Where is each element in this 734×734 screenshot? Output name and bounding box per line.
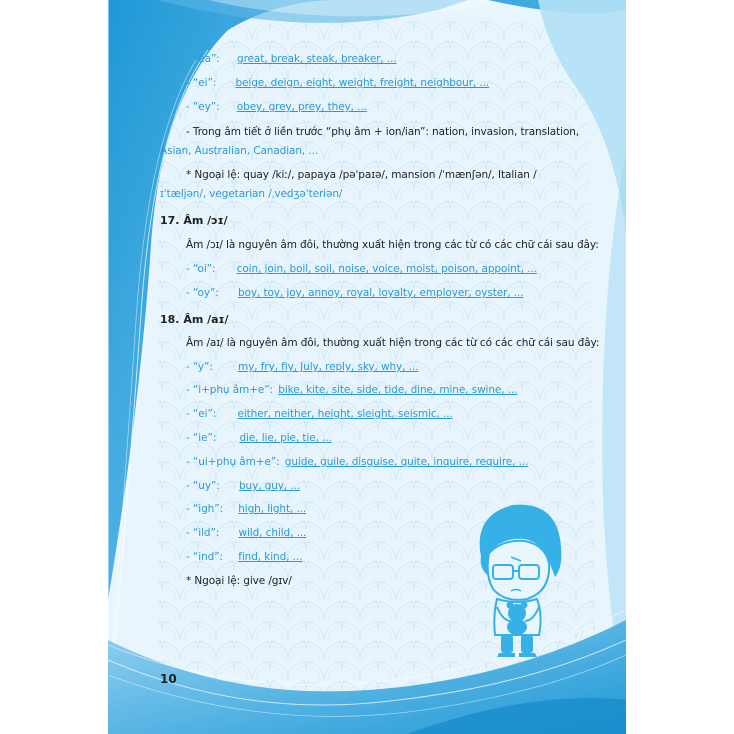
- row-key: - “oy”:: [186, 287, 219, 299]
- row-words: either, neither, height, sleight, seismic, ...: [237, 408, 453, 420]
- row-key: - “ie”:: [186, 432, 217, 444]
- page-number: 10: [160, 672, 177, 686]
- row-words: great, break, steak, breaker, ...: [237, 53, 397, 65]
- ild-row: [186, 527, 306, 539]
- page-content: [108, 0, 626, 734]
- book-page: [108, 0, 626, 734]
- ei-row: [186, 77, 489, 89]
- row-key: - “ey”:: [186, 101, 220, 113]
- y-row: [186, 361, 418, 373]
- row-words: obey, grey, prey, they, ...: [236, 101, 367, 113]
- section-18-heading: 18. Âm /aɪ/: [160, 313, 229, 326]
- ei-row-18: [186, 408, 453, 420]
- row-key: - “y”:: [186, 361, 213, 373]
- section-17-intro: Âm /ɔɪ/ là nguyên âm đôi, thường xuất hiện trong các từ có các chữ cái sau đây:: [186, 239, 599, 251]
- row-key: - “ei”:: [186, 77, 217, 89]
- ea-row: [186, 53, 397, 65]
- ion-rule-line-1: - Trong âm tiết ở liền trước “phụ âm + ion/ian”: nation, invasion, translation,: [186, 126, 580, 138]
- row-key: - “ild”:: [186, 527, 220, 539]
- ey-row: [186, 101, 367, 113]
- row-words: coin, join, boil, soil, noise, voice, moist, poison, appoint, ...: [236, 263, 537, 275]
- row-key: - “i+phụ âm+e”:: [186, 384, 273, 396]
- section-17-heading: 17. Âm /ɔɪ/: [160, 214, 228, 227]
- igh-row: [186, 503, 306, 515]
- uy-row: [186, 480, 300, 492]
- exception-line-1: * Ngoại lệ: quay /kiː/, papaya /pəˈpaɪə/, mansion /ˈmænʃən/, Italian /: [186, 169, 537, 181]
- i-consonant-e-row: [186, 384, 517, 396]
- row-words: wild, child, ...: [238, 527, 307, 539]
- section-18-exception: * Ngoại lệ: give /gɪv/: [186, 575, 292, 587]
- row-words: find, kind, ...: [238, 551, 303, 563]
- row-words: my, fry, fly, July, reply, sky, why, ...: [238, 361, 419, 373]
- row-words: beige, deign, eight, weight, freight, neighbour, ...: [235, 77, 490, 89]
- row-key: - “ind”:: [186, 551, 223, 563]
- oi-row: [186, 263, 537, 275]
- oy-row: [186, 287, 523, 299]
- row-key: - “ui+phụ âm+e”:: [186, 456, 280, 468]
- cartoon-boy-icon: [463, 495, 573, 665]
- exception-line-2: ɪˈtæljən/, vegetarian /ˌvedʒəˈteriən/: [160, 188, 343, 200]
- row-words: buy, guy, ...: [238, 480, 301, 492]
- row-key: - “igh”:: [186, 503, 223, 515]
- row-key: - “oi”:: [186, 263, 216, 275]
- ie-row: [186, 432, 332, 444]
- row-words: high, light, ...: [238, 503, 307, 515]
- ind-row: [186, 551, 302, 563]
- row-words: bike, kite, site, side, tide, dine, mine, swine, ...: [278, 384, 518, 396]
- row-words: guide, guile, disguise, quite, inquire, require, ...: [284, 456, 529, 468]
- section-18-intro: Âm /aɪ/ là nguyên âm đôi, thường xuất hiện trong các từ có các chữ cái sau đây:: [186, 337, 600, 349]
- row-key: - “ei”:: [186, 408, 217, 420]
- ui-consonant-e-row: [186, 456, 528, 468]
- row-key: - “ea”:: [186, 53, 220, 65]
- row-key: - “uy”:: [186, 480, 220, 492]
- row-words: boy, toy, joy, annoy, royal, loyalty, employer, oyster, ...: [237, 287, 524, 299]
- ion-rule-line-2: Asian, Australian, Canadian, ...: [160, 145, 319, 157]
- row-words: die, lie, pie, tie, ...: [239, 432, 332, 444]
